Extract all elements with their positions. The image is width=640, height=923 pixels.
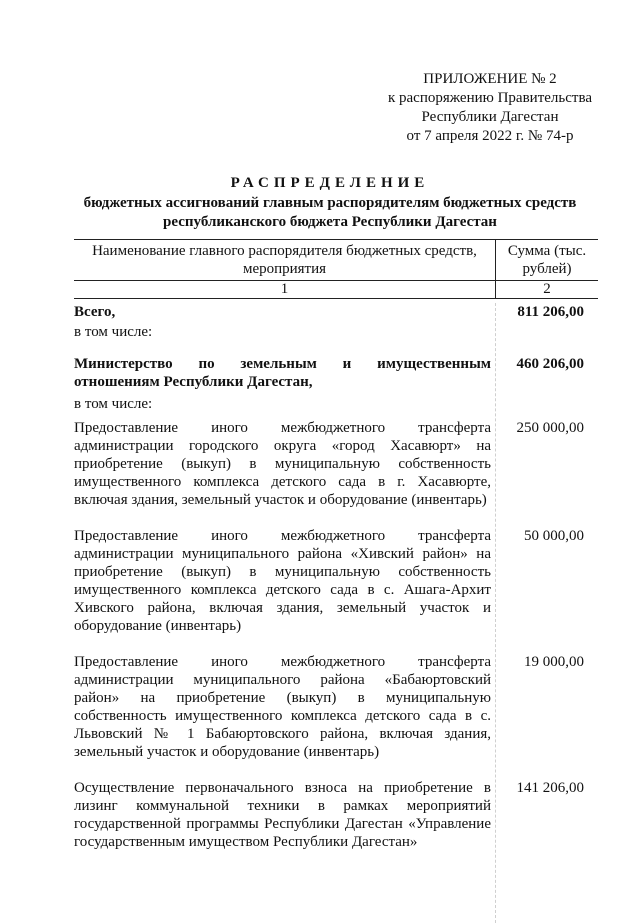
including-row [74, 323, 598, 341]
ministry-row [74, 355, 598, 391]
table-row [74, 779, 598, 851]
document-subtitle-line2: республиканского бюджета Республики Дагестан [163, 214, 497, 230]
appendix-republic: Республики Дагестан [421, 109, 559, 125]
item-description: Осуществление первоначального взноса на приобретение в лизинг коммунальной техники в рамках мероприятий государственной программы Республики Дагестан «Управление государственным имуществом Республики Дагестан» [74, 780, 491, 850]
item-amount: 19 000,00 [524, 654, 584, 670]
document-subtitle-line1: бюджетных ассигнований главным распорядителям бюджетных средств [83, 195, 577, 211]
including-row [74, 395, 598, 413]
ministry-label: Министерство по земельным и имущественным отношениям Республики Дагестан, [74, 356, 491, 390]
col-number-2: 2 [543, 281, 551, 297]
table-header-row [74, 239, 598, 281]
table-row [74, 419, 598, 509]
appendix-block [370, 70, 610, 146]
appendix-ref-line: к распоряжению Правительства [387, 90, 592, 106]
item-amount: 50 000,00 [524, 528, 584, 544]
total-label: Всего, [74, 304, 116, 320]
table-row [74, 653, 598, 761]
table-row [74, 527, 598, 635]
allocation-table [74, 239, 598, 851]
col-name-header: Наименование главного распорядителя бюджетных средств, мероприятия [74, 240, 496, 280]
document-title: РАСПРЕДЕЛЕНИЕ [230, 175, 430, 191]
item-description: Предоставление иного межбюджетного трансферта администрации муниципального района «Бабаюртовский район» на приобретение (выкуп) в муниципальную собственность имущественного комплекса детского сада в с. Львовский № 1 Бабаюртовского района, включая здания, земельный участок и оборудование (инвентарь) [74, 654, 491, 760]
total-amount: 811 206,00 [517, 304, 584, 320]
document-heading [40, 172, 620, 232]
table-body [74, 303, 598, 851]
col-number-1: 1 [74, 281, 496, 298]
including-label: в том числе: [74, 396, 153, 412]
col-amount-header: Сумма (тыс. рублей) [507, 243, 587, 277]
column-divider [495, 303, 496, 923]
item-amount: 250 000,00 [516, 420, 584, 436]
including-label: в том числе: [74, 324, 153, 340]
item-description: Предоставление иного межбюджетного трансферта администрации муниципального района «Хивский район» на приобретение (выкуп) в муниципальную собственность имущественного комплекса детского сада в с. Ашага-Архит Хивского района, включая здания, земельный участок и оборудование (инвентарь) [74, 528, 491, 634]
item-description: Предоставление иного межбюджетного трансферта администрации городского округа «город Хасавюрт» на приобретение (выкуп) в муниципальную собственность имущественного комплекса детского сада в г. Хасавюрте, включая здания, земельный участок и оборудование (инвентарь) [74, 420, 491, 508]
appendix-date: от 7 апреля 2022 г. № 74-р [406, 128, 574, 144]
appendix-number: ПРИЛОЖЕНИЕ № 2 [423, 71, 557, 87]
table-column-numbers [74, 281, 598, 299]
item-amount: 141 206,00 [516, 780, 584, 796]
total-row [74, 303, 598, 321]
ministry-amount: 460 206,00 [516, 356, 584, 372]
